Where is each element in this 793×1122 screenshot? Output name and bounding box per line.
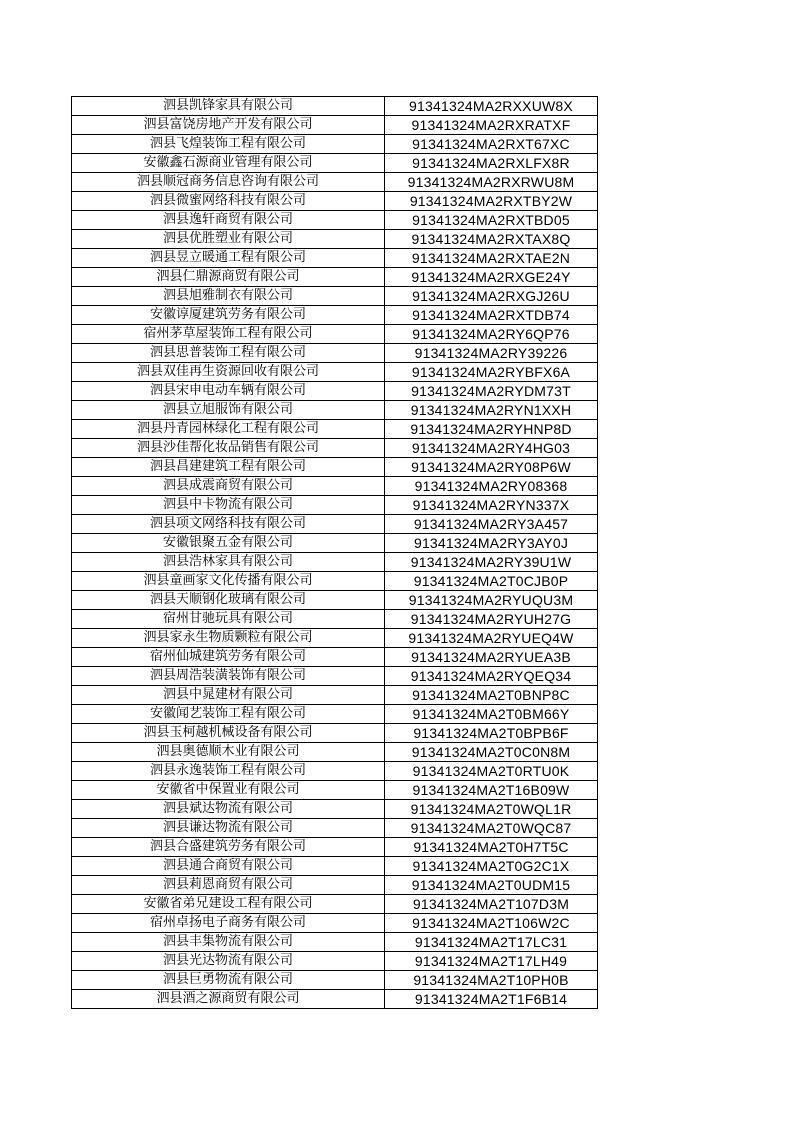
company-name-cell: 泗县昌建建筑工程有限公司 bbox=[72, 458, 385, 477]
company-name-cell: 安徽谆厦建筑劳务有限公司 bbox=[72, 306, 385, 325]
table-row bbox=[72, 344, 598, 363]
credit-code-cell: 91341324MA2RXRWU8M bbox=[385, 173, 598, 192]
table-row bbox=[72, 515, 598, 534]
credit-code-cell: 91341324MA2RY08368 bbox=[385, 477, 598, 496]
company-registry-sheet bbox=[71, 96, 597, 1009]
credit-code-cell: 91341324MA2RYUH27G bbox=[385, 610, 598, 629]
table-row bbox=[72, 800, 598, 819]
table-row bbox=[72, 705, 598, 724]
company-name-cell: 泗县合盛建筑劳务有限公司 bbox=[72, 838, 385, 857]
credit-code-cell: 91341324MA2T1F6B14 bbox=[385, 990, 598, 1009]
credit-code-cell: 91341324MA2RYUEA3B bbox=[385, 648, 598, 667]
credit-code-cell: 91341324MA2RY39226 bbox=[385, 344, 598, 363]
company-name-cell: 泗县旭雅制衣有限公司 bbox=[72, 287, 385, 306]
credit-code-cell: 91341324MA2T16B09W bbox=[385, 781, 598, 800]
company-name-cell: 泗县巨勇物流有限公司 bbox=[72, 971, 385, 990]
company-name-cell: 泗县谦达物流有限公司 bbox=[72, 819, 385, 838]
table-row bbox=[72, 990, 598, 1009]
credit-code-cell: 91341324MA2T0G2C1X bbox=[385, 857, 598, 876]
company-name-cell: 泗县宋申电动车辆有限公司 bbox=[72, 382, 385, 401]
table-row bbox=[72, 496, 598, 515]
credit-code-cell: 91341324MA2RYUQU3M bbox=[385, 591, 598, 610]
credit-code-cell: 91341324MA2RYN337X bbox=[385, 496, 598, 515]
table-row bbox=[72, 192, 598, 211]
credit-code-cell: 91341324MA2T10PH0B bbox=[385, 971, 598, 990]
table-row bbox=[72, 819, 598, 838]
credit-code-cell: 91341324MA2T0WQC87 bbox=[385, 819, 598, 838]
credit-code-cell: 91341324MA2RXT67XC bbox=[385, 135, 598, 154]
company-name-cell: 泗县成震商贸有限公司 bbox=[72, 477, 385, 496]
company-name-cell: 泗县中卡物流有限公司 bbox=[72, 496, 385, 515]
company-name-cell: 泗县童画家文化传播有限公司 bbox=[72, 572, 385, 591]
company-name-cell: 宿州茅草屋装饰工程有限公司 bbox=[72, 325, 385, 344]
table-row bbox=[72, 876, 598, 895]
company-name-cell: 泗县家永生物质颗粒有限公司 bbox=[72, 629, 385, 648]
table-row bbox=[72, 211, 598, 230]
credit-code-cell: 91341324MA2T0BPB6F bbox=[385, 724, 598, 743]
credit-code-cell: 91341324MA2T106W2C bbox=[385, 914, 598, 933]
table-row bbox=[72, 572, 598, 591]
company-name-cell: 泗县玉柯越机械设备有限公司 bbox=[72, 724, 385, 743]
table-row bbox=[72, 534, 598, 553]
company-name-cell: 泗县双佳再生资源回收有限公司 bbox=[72, 363, 385, 382]
credit-code-cell: 91341324MA2RXTDB74 bbox=[385, 306, 598, 325]
credit-code-cell: 91341324MA2T0C0N8M bbox=[385, 743, 598, 762]
company-name-cell: 安徽省中保置业有限公司 bbox=[72, 781, 385, 800]
company-name-cell: 泗县昱立暖通工程有限公司 bbox=[72, 249, 385, 268]
table-row bbox=[72, 914, 598, 933]
company-name-cell: 泗县永逸装饰工程有限公司 bbox=[72, 762, 385, 781]
credit-code-cell: 91341324MA2RYUEQ4W bbox=[385, 629, 598, 648]
company-name-cell: 泗县飞煌装饰工程有限公司 bbox=[72, 135, 385, 154]
credit-code-cell: 91341324MA2RY6QP76 bbox=[385, 325, 598, 344]
credit-code-cell: 91341324MA2RY08P6W bbox=[385, 458, 598, 477]
credit-code-cell: 91341324MA2RXTBY2W bbox=[385, 192, 598, 211]
credit-code-cell: 91341324MA2T0RTU0K bbox=[385, 762, 598, 781]
table-row bbox=[72, 420, 598, 439]
table-row bbox=[72, 686, 598, 705]
table-row bbox=[72, 857, 598, 876]
credit-code-cell: 91341324MA2T107D3M bbox=[385, 895, 598, 914]
credit-code-cell: 91341324MA2T0BNP8C bbox=[385, 686, 598, 705]
company-name-cell: 泗县莉恩商贸有限公司 bbox=[72, 876, 385, 895]
company-name-cell: 泗县顺冠商务信息咨询有限公司 bbox=[72, 173, 385, 192]
table-row bbox=[72, 306, 598, 325]
credit-code-cell: 91341324MA2RY3AY0J bbox=[385, 534, 598, 553]
company-name-cell: 泗县微蜜网络科技有限公司 bbox=[72, 192, 385, 211]
table-row bbox=[72, 724, 598, 743]
company-name-cell: 泗县光达物流有限公司 bbox=[72, 952, 385, 971]
company-name-cell: 安徽鑫石源商业管理有限公司 bbox=[72, 154, 385, 173]
credit-code-cell: 91341324MA2RXXUW8X bbox=[385, 97, 598, 116]
table-row bbox=[72, 743, 598, 762]
table-row bbox=[72, 477, 598, 496]
credit-code-cell: 91341324MA2RYHNP8D bbox=[385, 420, 598, 439]
company-name-cell: 宿州仙城建筑劳务有限公司 bbox=[72, 648, 385, 667]
table-row bbox=[72, 154, 598, 173]
company-name-cell: 泗县中晁建材有限公司 bbox=[72, 686, 385, 705]
company-name-cell: 泗县立旭服饰有限公司 bbox=[72, 401, 385, 420]
company-name-cell: 泗县凯锋家具有限公司 bbox=[72, 97, 385, 116]
company-name-cell: 泗县仁鼎源商贸有限公司 bbox=[72, 268, 385, 287]
company-registry-table bbox=[71, 96, 598, 1009]
company-name-cell: 泗县丹青园林绿化工程有限公司 bbox=[72, 420, 385, 439]
table-row bbox=[72, 458, 598, 477]
credit-code-cell: 91341324MA2RY4HG03 bbox=[385, 439, 598, 458]
company-name-cell: 泗县斌达物流有限公司 bbox=[72, 800, 385, 819]
company-name-cell: 安徽闻艺装饰工程有限公司 bbox=[72, 705, 385, 724]
company-name-cell: 泗县浩林家具有限公司 bbox=[72, 553, 385, 572]
table-row bbox=[72, 173, 598, 192]
credit-code-cell: 91341324MA2T0UDM15 bbox=[385, 876, 598, 895]
company-name-cell: 泗县通合商贸有限公司 bbox=[72, 857, 385, 876]
company-name-cell: 宿州甘驰玩具有限公司 bbox=[72, 610, 385, 629]
table-row bbox=[72, 116, 598, 135]
company-name-cell: 泗县优胜塑业有限公司 bbox=[72, 230, 385, 249]
company-name-cell: 宿州卓扬电子商务有限公司 bbox=[72, 914, 385, 933]
credit-code-cell: 91341324MA2T17LC31 bbox=[385, 933, 598, 952]
credit-code-cell: 91341324MA2T0BM66Y bbox=[385, 705, 598, 724]
table-row bbox=[72, 629, 598, 648]
credit-code-cell: 91341324MA2RXTAX8Q bbox=[385, 230, 598, 249]
credit-code-cell: 91341324MA2RXRATXF bbox=[385, 116, 598, 135]
table-row bbox=[72, 249, 598, 268]
credit-code-cell: 91341324MA2RYQEQ34 bbox=[385, 667, 598, 686]
company-name-cell: 泗县项文网络科技有限公司 bbox=[72, 515, 385, 534]
company-name-cell: 安徽银聚五金有限公司 bbox=[72, 534, 385, 553]
credit-code-cell: 91341324MA2RXTBD05 bbox=[385, 211, 598, 230]
table-row bbox=[72, 648, 598, 667]
company-name-cell: 泗县沙佳帮化妆品销售有限公司 bbox=[72, 439, 385, 458]
company-name-cell: 安徽省弟兄建设工程有限公司 bbox=[72, 895, 385, 914]
table-row bbox=[72, 382, 598, 401]
company-name-cell: 泗县思普装饰工程有限公司 bbox=[72, 344, 385, 363]
table-row bbox=[72, 591, 598, 610]
company-name-cell: 泗县奥德顺木业有限公司 bbox=[72, 743, 385, 762]
table-body bbox=[72, 97, 598, 1009]
table-row bbox=[72, 838, 598, 857]
table-row bbox=[72, 287, 598, 306]
credit-code-cell: 91341324MA2RYBFX6A bbox=[385, 363, 598, 382]
credit-code-cell: 91341324MA2RYN1XXH bbox=[385, 401, 598, 420]
credit-code-cell: 91341324MA2RY3A457 bbox=[385, 515, 598, 534]
table-row bbox=[72, 971, 598, 990]
company-name-cell: 泗县酒之源商贸有限公司 bbox=[72, 990, 385, 1009]
company-name-cell: 泗县逸轩商贸有限公司 bbox=[72, 211, 385, 230]
table-row bbox=[72, 268, 598, 287]
company-name-cell: 泗县丰集物流有限公司 bbox=[72, 933, 385, 952]
credit-code-cell: 91341324MA2T0H7T5C bbox=[385, 838, 598, 857]
table-row bbox=[72, 553, 598, 572]
credit-code-cell: 91341324MA2T17LH49 bbox=[385, 952, 598, 971]
table-row bbox=[72, 135, 598, 154]
company-name-cell: 泗县周浩装潢装饰有限公司 bbox=[72, 667, 385, 686]
table-row bbox=[72, 762, 598, 781]
table-row bbox=[72, 439, 598, 458]
credit-code-cell: 91341324MA2T0CJB0P bbox=[385, 572, 598, 591]
table-row bbox=[72, 401, 598, 420]
credit-code-cell: 91341324MA2RXGJ26U bbox=[385, 287, 598, 306]
table-row bbox=[72, 781, 598, 800]
company-name-cell: 泗县天顺钢化玻璃有限公司 bbox=[72, 591, 385, 610]
table-row bbox=[72, 952, 598, 971]
table-row bbox=[72, 230, 598, 249]
company-name-cell: 泗县富饶房地产开发有限公司 bbox=[72, 116, 385, 135]
table-row bbox=[72, 325, 598, 344]
credit-code-cell: 91341324MA2RY39U1W bbox=[385, 553, 598, 572]
table-row bbox=[72, 933, 598, 952]
table-row bbox=[72, 97, 598, 116]
credit-code-cell: 91341324MA2RXGE24Y bbox=[385, 268, 598, 287]
credit-code-cell: 91341324MA2RXLFX8R bbox=[385, 154, 598, 173]
credit-code-cell: 91341324MA2RXTAE2N bbox=[385, 249, 598, 268]
table-row bbox=[72, 363, 598, 382]
credit-code-cell: 91341324MA2RYDM73T bbox=[385, 382, 598, 401]
credit-code-cell: 91341324MA2T0WQL1R bbox=[385, 800, 598, 819]
table-row bbox=[72, 667, 598, 686]
table-row bbox=[72, 610, 598, 629]
table-row bbox=[72, 895, 598, 914]
